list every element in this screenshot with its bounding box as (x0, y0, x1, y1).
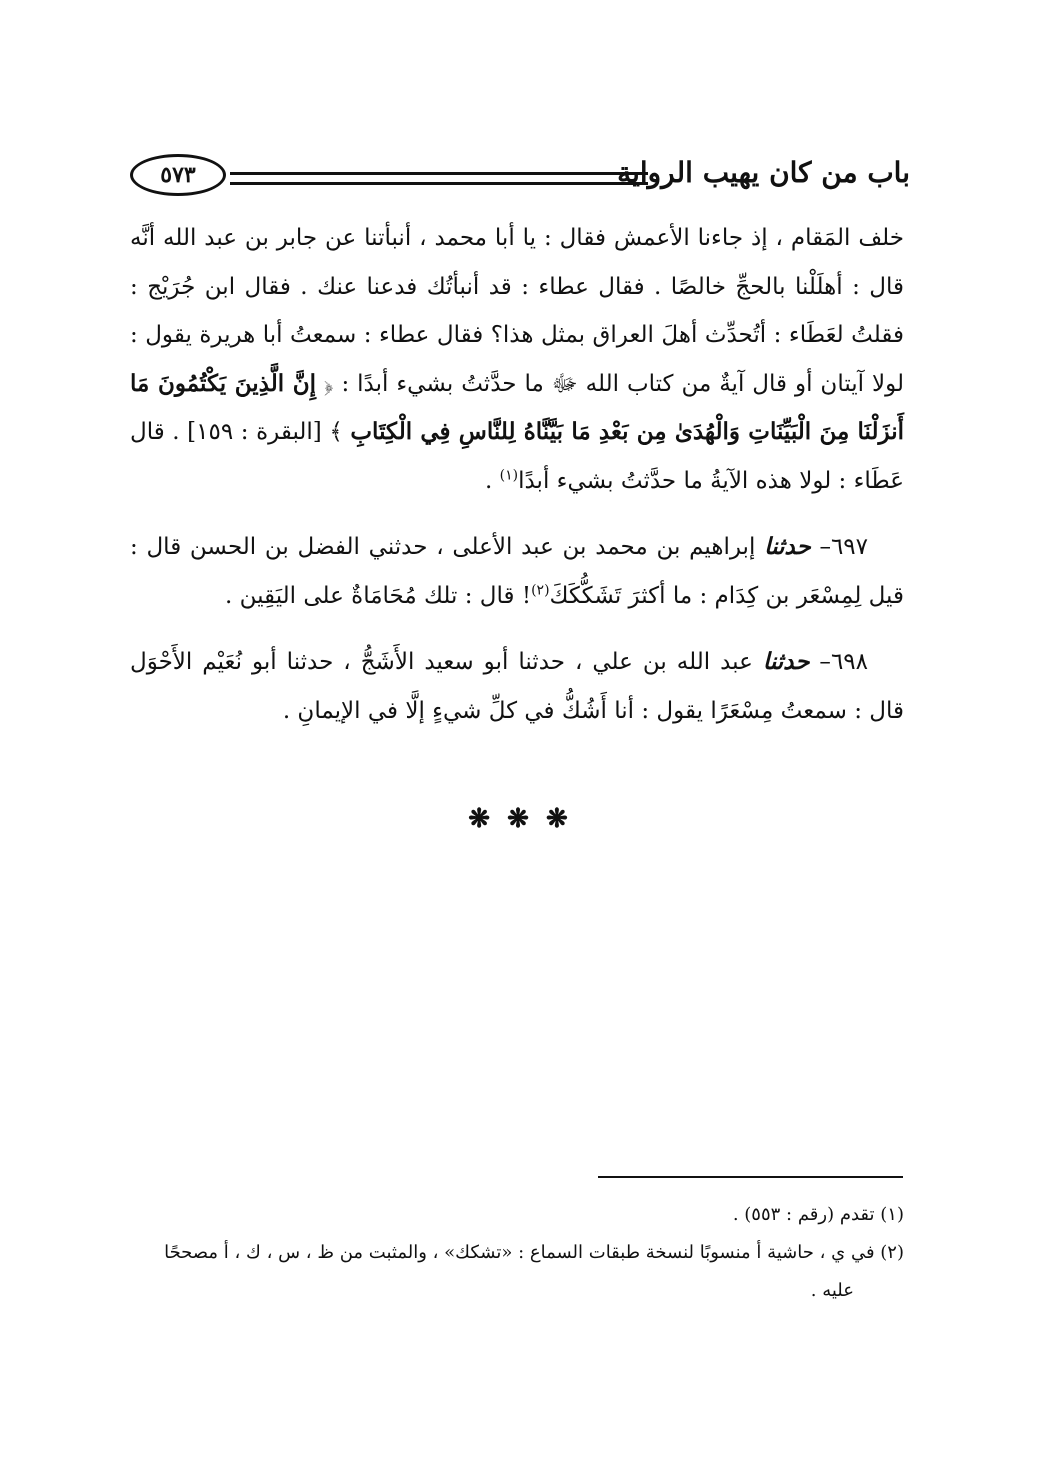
hadith-text-end: ! قال : تلك مُحَامَاةٌ على اليَقِين . (224, 582, 532, 609)
footnote-marker-1: (١) (499, 466, 519, 483)
page-number: ٥٧٣ (130, 154, 226, 196)
footnote-2: (٢) في ي ، حاشية أ منسوبًا لنسخة طبقات السماع : «تشكك» ، والمثبت من ظ ، س ، ك ، أ مصححًا (164, 1242, 904, 1263)
footnote-marker-2: (٢) (531, 581, 550, 598)
chapter-title: باب من كان يهيب الرواية (617, 156, 910, 189)
hadith-697 (130, 523, 904, 620)
hadith-keyword: حدثنا (762, 648, 810, 675)
hadith-text: إبراهيم بن محمد بن عبد الأعلى ، حدثني الفضل بن الحسن قال : قيل لِمِسْعَر بن كِدَام : ما أكثرَ تَشَكُّكَكَ (130, 534, 904, 609)
header-double-rule (230, 172, 648, 185)
footnotes (130, 1196, 904, 1310)
paragraph-text: ﴾ [البقرة : ١٥٩] . قال عَطَاء : لولا هذه الآيةُ ما حدَّثتُ بشيء أبدًا (130, 419, 904, 494)
footnote-divider (598, 1176, 903, 1178)
hadith-698 (130, 638, 904, 735)
quran-verse: إِنَّ الَّذِينَ يَكْتُمُونَ مَا أَنزَلْنَا مِنَ الْبَيِّنَاتِ وَالْهُدَىٰ مِن بَعْدِ مَا بَيَّنَّاهُ لِلنَّاسِ فِي الْكِتَابِ (130, 369, 904, 445)
paragraph-continuation (130, 214, 904, 505)
hadith-keyword: حدثنا (764, 533, 811, 560)
paragraph-end: . (484, 467, 500, 494)
hadith-text: عبد الله بن علي ، حدثنا أبو سعيد الأَشَجُّ ، حدثنا أبو نُعَيْم الأَحْوَل قال : سمعتُ مِسْعَرًا يقول : أنا أَشُكُّ في كلِّ شيءٍ إلَّا في الإيمانِ . (130, 649, 904, 724)
footnote-1: (١) تقدم (رقم : ٥٥٣) . (732, 1204, 904, 1225)
paragraph-text: خلف المَقام ، إذ جاءنا الأعمش فقال : يا أبا محمد ، أنبأتنا عن جابر بن عبد الله أنَّه قال : أهلَلْنا بالحجِّ خالصًا . فقال عطاء : قد أنبأتُك فدعنا عنك . فقال ابن جُرَيْج : فقلتُ لعَطَاء : أتُحدِّث أهلَ العراق بمثل هذا؟ فقال عطاء : سمعتُ أبا هريرة يقول : لولا آيتان أو قال آيةٌ من كتاب الله ﷻ ما حدَّثتُ بشيء أبدًا : ﴿ (130, 225, 905, 397)
page-header (130, 150, 910, 206)
footnote-2-continuation: عليه . (810, 1280, 854, 1301)
hadith-number: ٦٩٨– (809, 649, 868, 675)
section-separator: ❋ ❋ ❋ (468, 804, 572, 834)
hadith-number: ٦٩٧– (810, 534, 869, 560)
main-text (130, 214, 904, 735)
